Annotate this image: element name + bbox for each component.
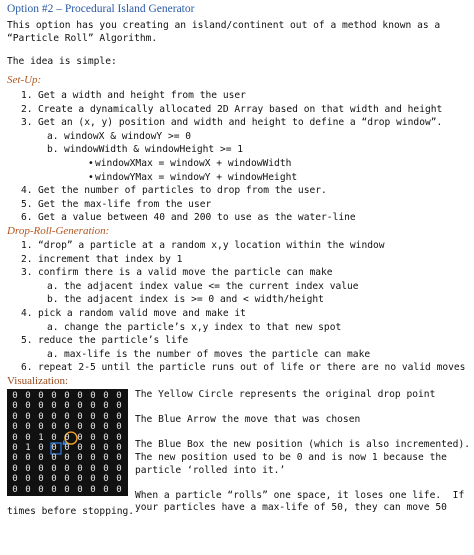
visualization-line: The Yellow Circle represents the original drop point: [135, 389, 436, 400]
visualization-heading: Visualization:: [7, 375, 69, 387]
list-marker: 6.: [21, 212, 33, 224]
grid-cell: 0: [64, 401, 70, 412]
grid-cell: 0: [64, 432, 70, 443]
grid-cell: 0: [116, 422, 122, 433]
intro-line-1: This option has you creating an island/continent out of a method known as a: [7, 20, 441, 31]
grid-cell: 1: [38, 432, 44, 443]
grid-cell: 0: [12, 432, 18, 443]
grid-cell: 0: [25, 422, 31, 433]
grid-cell: 0: [51, 432, 57, 443]
idea-simple-line: The idea is simple:: [7, 56, 117, 67]
grid-cell: 0: [77, 463, 83, 474]
grid-cell: 0: [38, 401, 44, 412]
visualization-line: The Blue Box the new position (which is also incremented).: [135, 439, 471, 451]
list-marker: 4.: [21, 308, 33, 319]
grid-cell: 0: [116, 401, 122, 412]
list-marker: 1.: [21, 90, 33, 101]
list-marker: a.: [47, 321, 59, 333]
grid-cell: 0: [90, 432, 96, 443]
list-marker: •: [88, 158, 94, 169]
grid-cell: 0: [103, 432, 109, 443]
grid-cell: 0: [12, 474, 18, 485]
list-marker: 3.: [21, 267, 33, 279]
list-item: Create a dynamically allocated 2D Array based on that width and height: [38, 103, 443, 115]
grid-cell: 0: [103, 474, 109, 485]
grid-cell: 0: [38, 422, 44, 433]
grid-cell: 0: [51, 453, 57, 464]
grid-cell: 0: [77, 391, 83, 401]
grid-cell: 0: [64, 463, 70, 474]
grid-cell: 0: [77, 422, 83, 433]
drop-roll-heading: Drop-Roll-Generation:: [7, 225, 110, 237]
grid-cell: 0: [77, 411, 83, 422]
list-marker: 2.: [21, 253, 33, 265]
visualization-line: your particles have a max-life of 50, they can move 50: [135, 502, 447, 514]
visualization-line: particle ‘rolled into it.’: [135, 464, 286, 476]
list-item: confirm there is a valid move the particle can make: [38, 267, 333, 279]
grid-cell: 0: [38, 463, 44, 474]
list-item: the adjacent index is >= 0 and < width/height: [64, 294, 324, 306]
grid-cell: 0: [77, 484, 83, 495]
grid-cell: 0: [25, 432, 31, 443]
list-item: windowWidth & windowHeight >= 1: [64, 144, 244, 156]
grid-cell: 0: [90, 453, 96, 464]
grid-cell: 0: [25, 391, 31, 401]
grid-cell: 0: [64, 484, 70, 495]
grid-cell: 0: [25, 411, 31, 422]
grid-cell: 0: [38, 474, 44, 485]
visualization-line: The Blue Arrow the move that was chosen: [135, 414, 361, 426]
list-item: max-life is the number of moves the particle can make: [64, 348, 371, 360]
grid-cell: 0: [51, 411, 57, 422]
grid-cell: 0: [116, 443, 122, 453]
grid-cell: 0: [25, 453, 31, 464]
page-title: Option #2 – Procedural Island Generator: [7, 3, 195, 15]
grid-cell: 0: [12, 484, 18, 495]
grid-cell: 0: [12, 422, 18, 433]
grid-cell: 0: [64, 474, 70, 485]
list-item: repeat 2-5 until the particle runs out of life or there are no valid moves: [38, 362, 466, 374]
grid-cell: 0: [38, 484, 44, 495]
grid-cell: 0: [90, 474, 96, 485]
list-item: Get a width and height from the user: [38, 90, 246, 101]
grid-cell: 0: [38, 391, 44, 401]
grid-cell: 0: [116, 463, 122, 474]
grid-cell: 0: [90, 484, 96, 495]
grid-cell: 0: [103, 443, 109, 453]
grid-cell: 0: [25, 484, 31, 495]
grid-cell: 0: [12, 463, 18, 474]
grid-cell: 0: [103, 401, 109, 412]
grid-cell: 0: [64, 422, 70, 433]
grid-cell: 0: [51, 401, 57, 412]
grid-cell: 0: [103, 391, 109, 401]
list-marker: 6.: [21, 362, 33, 374]
grid-cell: 0: [25, 401, 31, 412]
grid-cell: 0: [90, 391, 96, 401]
list-marker: a.: [47, 130, 59, 142]
grid-cell: 0: [103, 484, 109, 495]
grid-cell: 0: [64, 443, 70, 453]
grid-cell: 0: [51, 391, 57, 401]
list-marker: 5.: [21, 335, 33, 347]
grid-cell: 0: [38, 453, 44, 464]
list-item: Get a value between 40 and 200 to use as the water-line: [38, 212, 356, 224]
visualization-grid: [7, 389, 128, 496]
list-marker: a.: [47, 348, 59, 360]
grid-cell: 0: [116, 484, 122, 495]
grid-cell: 0: [51, 484, 57, 495]
grid-cell: 0: [38, 411, 44, 422]
setup-heading: Set-Up:: [7, 74, 42, 86]
list-marker: 2.: [21, 103, 33, 115]
grid-cell: 0: [51, 422, 57, 433]
list-item: change the particle’s x,y index to that new spot: [64, 321, 342, 333]
grid-cell: 0: [12, 391, 18, 401]
grid-cell: 0: [64, 391, 70, 401]
grid-cell: 0: [90, 443, 96, 453]
grid-cell: 1: [25, 443, 31, 453]
grid-cell: 0: [116, 453, 122, 464]
intro-line-2: “Particle Roll” Algorithm.: [7, 33, 158, 44]
grid-cell: 0: [103, 411, 109, 422]
grid-cell: 0: [116, 391, 122, 401]
grid-cell: 0: [25, 474, 31, 485]
grid-cell: 0: [90, 411, 96, 422]
list-marker: b.: [47, 144, 59, 156]
grid-cell: 0: [90, 463, 96, 474]
visualization-line: When a particle “rolls” one space, it loses one life. If: [135, 489, 465, 501]
list-marker: 3.: [21, 117, 33, 129]
grid-cell: 0: [51, 443, 57, 453]
list-item: reduce the particle’s life: [38, 335, 189, 347]
grid-cell: 0: [12, 401, 18, 412]
grid-cell: 0: [77, 453, 83, 464]
grid-cell: 0: [77, 443, 83, 453]
list-item: Get the max-life from the user: [38, 198, 212, 210]
list-item: windowX & windowY >= 0: [64, 130, 192, 142]
list-marker: a.: [47, 280, 59, 292]
grid-cell: 0: [64, 453, 70, 464]
list-marker: •: [88, 171, 94, 183]
grid-cell: 0: [103, 463, 109, 474]
list-item: windowYMax = windowY + windowHeight: [95, 171, 298, 183]
grid-cell: 0: [12, 443, 18, 453]
list-marker: 5.: [21, 198, 33, 210]
grid-cell: 0: [51, 474, 57, 485]
visualization-line: The new position used to be 0 and is now 1 because the: [135, 452, 447, 463]
grid-cell: 0: [38, 443, 44, 453]
grid-cell: 0: [12, 411, 18, 422]
list-item: “drop” a particle at a random x,y location within the window: [38, 240, 385, 251]
grid-cell: 0: [116, 432, 122, 443]
grid-cell: 0: [116, 411, 122, 422]
list-marker: 4.: [21, 185, 33, 197]
list-item: pick a random valid move and make it: [38, 308, 246, 319]
visualization-tail: times before stopping.: [7, 506, 135, 517]
grid-cell: 0: [90, 422, 96, 433]
list-item: increment that index by 1: [38, 253, 183, 265]
grid-cell: 0: [77, 401, 83, 412]
list-item: the adjacent index value <= the current index value: [64, 280, 359, 292]
grid-cell: 0: [12, 453, 18, 464]
grid-cell: 0: [103, 453, 109, 464]
grid-cell: 0: [77, 432, 83, 443]
grid-cell: 0: [64, 411, 70, 422]
list-item: Get an (x, y) position and width and height to define a “drop window”.: [38, 117, 443, 129]
grid-cell: 0: [77, 474, 83, 485]
list-item: Get the number of particles to drop from the user.: [38, 185, 327, 197]
list-marker: 1.: [21, 240, 33, 251]
grid-cell: 0: [90, 401, 96, 412]
list-marker: b.: [47, 294, 59, 306]
grid-cell: 0: [51, 463, 57, 474]
list-item: windowXMax = windowX + windowWidth: [95, 158, 292, 169]
grid-cell: 0: [25, 463, 31, 474]
grid-cell: 0: [116, 474, 122, 485]
grid-cell: 0: [103, 422, 109, 433]
